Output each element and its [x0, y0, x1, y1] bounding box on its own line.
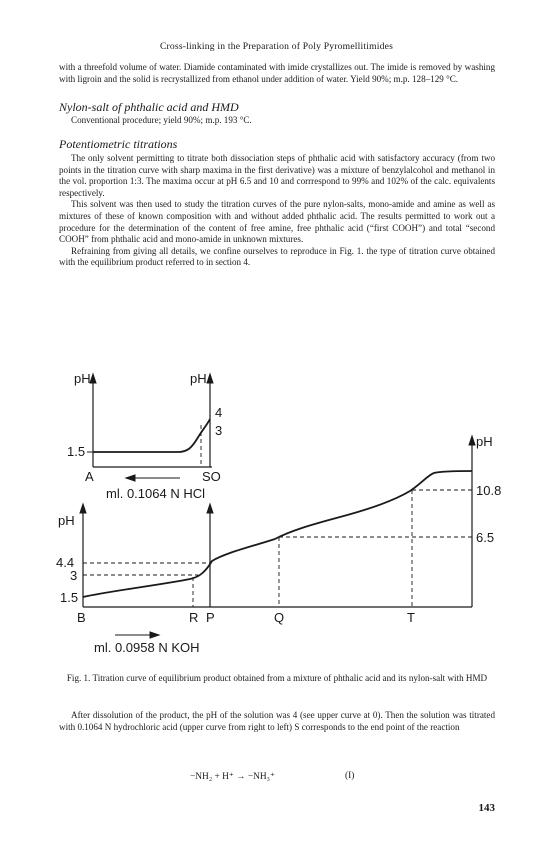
label-R: R [189, 610, 199, 625]
upper-right-arrow [207, 374, 213, 383]
section1-text: Conventional procedure; yield 90%; m.p. 193 °C. [71, 115, 252, 125]
lower-axis-label: ml. 0.0958 N KOH [94, 640, 200, 655]
lower-ph-label: pH [58, 513, 75, 528]
upper-axis-arrowhead [126, 475, 135, 481]
section2-title: Potentiometric titrations [59, 137, 178, 151]
upper-right-ph-label: pH [190, 371, 207, 386]
equation-number: (I) [345, 771, 355, 781]
lower-axis-arrowhead [150, 632, 159, 638]
label-T: T [407, 610, 415, 625]
running-head: Cross-linking in the Preparation of Poly Pyromellitimides [159, 41, 394, 52]
right-ph-label: pH [476, 434, 493, 449]
section2-paragraph-3: Refraining from giving all details, we confine ourselves to reproduce in Fig. 1. the type of titration curve obtained with the equilibrium product referred to in section 4. [59, 245, 495, 268]
after-figure-text: After dissolution of the product, the pH of the solution was 4 (see upper curve at 0). Then the solution was titrated with 0.1064 N hydrochloric acid (upper curve from right to left) S corresponds to the end point of the reaction [59, 710, 495, 732]
figure-caption: Fig. 1. Titration curve of equilibrium product obtained from a mixture of phthalic acid and its nylon-salt with HMD [66, 673, 488, 683]
intro-text: with a threefold volume of water. Diamide contaminated with imide crystallizes out. The imide is removed by washing with ligroin and the solid is recrystallized from ethanol under addition of water. Yield 90%; m.p. 128–129 °C. [59, 62, 495, 84]
lower-tick-15-label: 1.5 [60, 590, 79, 605]
label-A: A [85, 469, 94, 484]
rp-vertical-arrow [207, 504, 213, 513]
reaction-equation: −NH₂ + H⁺ → −NH₃⁺ [190, 772, 275, 782]
upper-left-arrow [90, 374, 96, 383]
intro-paragraph [59, 62, 495, 85]
section1-body [59, 115, 495, 127]
section1-title: Nylon-salt of phthalic acid and HMD [59, 100, 239, 114]
label-P: P [206, 610, 215, 625]
after-figure-paragraph [59, 710, 495, 733]
upper-tick-3-label: 3 [215, 423, 223, 438]
lower-left-arrow [80, 504, 86, 513]
section2-body [59, 153, 495, 269]
page-number: 143 [478, 802, 495, 814]
upper-left-ph-label: pH [74, 371, 91, 386]
label-Q: Q [274, 610, 285, 625]
section2-paragraph-1: The only solvent permitting to titrate both dissociation steps of phthalic acid with satisfactory accuracy (from two points in the titration curve with sharp maxima in the first derivative) was a mixture of benzylalcohol and methanol in the vol. proportion 1:3. The maxima occur at pH 6.5 and 10 and corrrespond to 99% and 102% of the calc. equivalents respectively. [59, 153, 495, 198]
label-SO: SO [202, 469, 221, 484]
upper-tick-4-label: 4 [215, 405, 223, 420]
section2-paragraph-2: This solvent was then used to study the titration curves of the pure nylon-salts, mono-amide and amine as well as mixtures of these of known composition with and without added phthalic acid. The results permitted to work out a procedure for the determination of the content of free amine, free phthalic acid (“first COOH”) and total “second COOH” from phthalic acid and mono-amide in unknown mixtures. [59, 199, 495, 245]
right-axis-arrow [469, 436, 475, 445]
upper-titration-curve [93, 419, 210, 452]
right-tick-65-label: 6.5 [476, 530, 495, 545]
lower-tick-3-label: 3 [70, 568, 78, 583]
upper-tick-15-label: 1.5 [67, 444, 86, 459]
upper-axis-label: ml. 0.1064 N HCl [106, 486, 205, 501]
titration-figure [50, 367, 510, 667]
lower-tick-44-label: 4.4 [56, 555, 75, 570]
right-tick-108-label: 10.8 [476, 483, 502, 498]
label-B: B [77, 610, 86, 625]
